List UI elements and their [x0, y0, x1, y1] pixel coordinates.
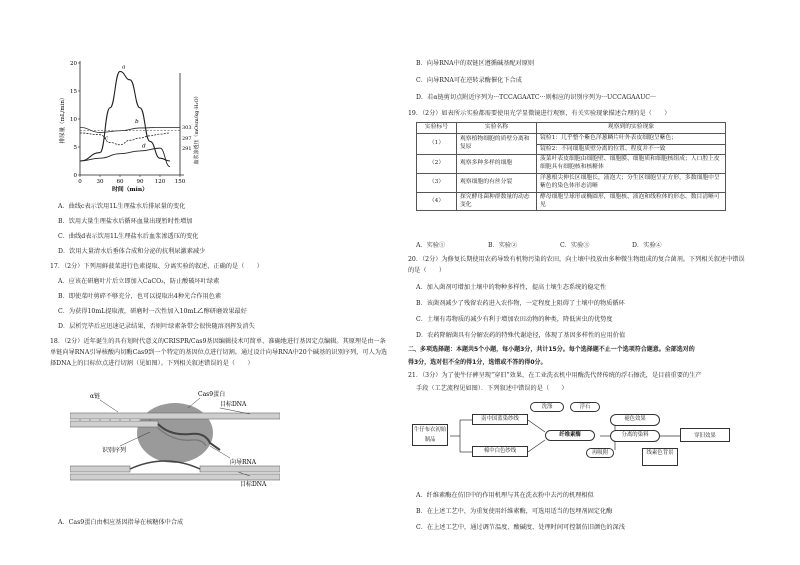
q17-option-a[interactable]: A．应该在研磨叶片后立即加入CaCO₃，防止酸破坏叶绿素: [58, 278, 220, 285]
flow-wash-box: 洗涤: [530, 402, 564, 412]
q21-option-a[interactable]: A．纤维素酶在仿旧中的作用机理与其在洗衣粉中去污的机理相似: [416, 492, 594, 499]
q19-option-d[interactable]: D．实验④: [632, 242, 662, 249]
q19-option-b[interactable]: B．实验②: [488, 242, 518, 249]
q20-stem: 20．（2分）为修复长期使用农药导致有机物污染的农田，向土壤中投放由多种微生物组成的复合菌剂。下列相关叙述中错误的是（ ）: [408, 256, 745, 274]
flow-pumice-box: 浮石: [570, 402, 600, 412]
y-axis-label-right: 血浆渗透压（mOsm/kg·H₂O）: [194, 93, 200, 165]
table-header-row: [417, 123, 726, 134]
q21-option-c[interactable]: C．在上述工艺中，通过调节温度、酸碱度、处理时间可控制仿旧颜色的深浅: [416, 524, 625, 531]
table-row: （3） 观察细胞的有丝分裂 洋葱根尖伸长区细胞长，液泡大；分生区细胞呈正方形，多数细胞中呈紫色的染色体形态清晰: [417, 174, 726, 193]
y-left-tick-label: 10: [70, 117, 77, 123]
q20-option-b[interactable]: B．该菌剂减少了残留农药进入农作物，一定程度上阻碍了土壤中的物质循环: [416, 300, 625, 307]
label-alpha-chain: α链: [90, 393, 101, 400]
q19-option-c[interactable]: C．实验③: [560, 242, 590, 249]
series-label-b: b: [135, 118, 139, 125]
col-header-name: 实验名称: [457, 123, 537, 134]
y-right-tick-label: 291: [182, 146, 192, 153]
q19-table: [416, 122, 726, 211]
q18-option-d[interactable]: D．若α链剪切点附近序列为···TCCAGAATC···则相应的识别序列为···UCCAGAAUC···: [416, 94, 656, 101]
series-label-d: d: [142, 143, 146, 150]
label-target-dna-bottom: 目标DNA: [240, 481, 267, 488]
target-dna-lower: [70, 474, 280, 480]
q21-stem-2: 手段（工艺流程见如图）．下列叙述中错误的是（ ）: [416, 385, 568, 392]
flow-start-box: 牛仔布衣初始制品: [412, 424, 448, 446]
q17-stem: 17．（2分）下列用鲜菠菜进行色素提取、分离实验的叙述，正确的是（ ）: [50, 263, 263, 270]
q21-stem-1: 21．（3分）为了使牛仔裤呈现“穿旧”效果，在工业洗衣机中用酶洗代替传统的浮石擦洗，是目前重要的生产: [408, 372, 702, 379]
section2-heading-line2: 得3分，选对但不全的得1分，选错或不答的得0分。: [408, 359, 547, 366]
q17-option-c[interactable]: C．为获得10mL提取液，研磨时一次性加入10mL乙醇研磨效果最好: [58, 308, 247, 315]
y-left-tick-label: 0: [73, 173, 77, 179]
series-line-b: [80, 127, 180, 132]
q16-option-d[interactable]: D．饮用大量清水后垂体合成和分泌的抗利尿激素减少: [58, 248, 206, 255]
y-left-tick-label: 20: [70, 61, 77, 67]
q16-option-c[interactable]: C．曲线d表示饮用1L生理盐水后血浆渗透压的变化: [58, 233, 199, 240]
x-tick-label: 120: [154, 179, 166, 185]
table-row: （2） 观察多种多样的细胞 菠菜叶表皮细胞由细胞壁、细胞膜、细胞质和细胞核组成；人口腔上皮细胞具有细胞核和核糖体: [417, 155, 726, 174]
label-target-dna-top: 目标DNA: [220, 401, 247, 408]
y-axis-label-left: 排尿量（mL/min）: [60, 94, 66, 144]
table-row: 镜检2：不同细胞质壁分离的位置、程度并不一致: [417, 144, 726, 155]
q20-option-c[interactable]: C．土壤有毒物质的减少有利于增加农田动物的种类，降低害虫的优势度: [416, 316, 613, 323]
series-label-c: c: [105, 135, 109, 142]
q18-option-c[interactable]: C．向导RNA可在逆转录酶催化下合成: [416, 77, 522, 84]
q20-option-a[interactable]: A．加入菌剂可增加土壤中的物种多样性，提高土壤生态系统的稳定性: [416, 284, 607, 291]
chart-axes: [78, 61, 184, 177]
x-tick-label: 60: [116, 179, 124, 185]
q21-option-b[interactable]: B．在上述工艺中，为重复使用纤维素酶，可选用适当的包埋剂固定化酶: [416, 508, 613, 515]
flow-effect-box: 穿旧效果: [680, 428, 730, 442]
x-axis-label: 时间（min）: [112, 187, 148, 193]
y-left-tick-label: 15: [70, 89, 77, 95]
section2-heading-line1: 二、多项选择题：本题共5个小题，每小题3分，共计15分。每个选择题不止一个选项符合题意。全部选对的: [408, 346, 695, 353]
flow-fade-box: 褪色效果: [610, 414, 660, 426]
y-left-tick-label: 5: [73, 145, 77, 151]
label-cas9: Cas9蛋白: [198, 391, 226, 398]
q16-option-b[interactable]: B．饮用大量生理盐水后循环血量出现暂时性增加: [58, 218, 193, 225]
target-dna-bottom-strand: [70, 421, 158, 427]
series-line-a: [80, 71, 170, 161]
x-tick-label: 150: [174, 179, 186, 185]
chart-series: [80, 71, 180, 166]
q17-option-b[interactable]: B．即使菜叶剪碎不够充分，也可以提取出4种光合作用色素: [58, 293, 222, 300]
q16-option-a[interactable]: A．曲线c表示饮用1L生理盐水后排尿量的变化: [58, 203, 186, 210]
col-header-no: 实验标号: [417, 123, 457, 134]
q18-stem: 18．（2分）近年诞生的具有划时代意义的CRISPR/Cas9基因编辑技术可简单、准确地进行基因定点编辑。其原理是由一条单链向导RNA引导核酸内切酶Cas9到一个特定的基因位点进行切割。通过设计向导RNA中20个碱基的识别序列，可人为选择DNA上的目标位点进行切割（见如图）。下列相关叙述错误的是（ ）: [50, 338, 388, 367]
flow-background-box: 线素色背景: [642, 448, 678, 466]
x-tick-label: 90: [136, 179, 144, 185]
q19-stem: 19．（2分）如表所示实验都需要使用光学显微镜进行观察，有关实验现象描述合理的是（ ）: [408, 110, 671, 117]
table-row: （4） 探究酵母菌种群数量的动态变化 酵母细胞呈球形或椭圆形，细胞核、液泡和线粒体的形态、数目清晰可见: [417, 192, 726, 211]
y-right-tick-label: 303: [182, 124, 192, 131]
q18-option-b[interactable]: B．向导RNA中的双链区遵循碱基配对原则: [416, 60, 535, 67]
q18-option-a[interactable]: A．Cas9蛋白由相应基因指导在核糖体中合成: [58, 519, 184, 526]
series-line-d: [80, 148, 170, 166]
label-recognition-seq: 识别序列: [102, 447, 127, 454]
flow-cellulase-box: 纤维素酶: [545, 430, 595, 441]
y-right-tick-label: 297: [182, 136, 192, 143]
flow-blue-yarn-box: 南中国蓝染纱线: [472, 414, 528, 425]
crispr-cas9-figure: [70, 388, 280, 488]
series-line-c: [80, 133, 170, 145]
col-header-obs: 观察到的实验现象: [537, 123, 726, 134]
q19-option-a[interactable]: A．实验①: [416, 242, 446, 249]
x-tick-label: 30: [96, 179, 104, 185]
q21-flow-diagram: [410, 400, 740, 470]
urine-osmolarity-chart: [58, 55, 203, 195]
q17-option-d[interactable]: D．层析完毕后应迅速记录结果，否则叶绿素条带会很快随溶剂挥发消失: [58, 323, 255, 330]
flow-readsorb-box: 再吸附: [586, 448, 614, 458]
series-label-a: a: [122, 64, 126, 71]
label-guide-rna: 向导RNA: [230, 459, 257, 466]
flow-separated-dye-box: 分离的染料: [610, 430, 660, 442]
x-tick-label: 0: [78, 179, 82, 185]
table-row: （1） 观察植物细胞的质壁分离和复原 镜检1：几乎整个紫色洋葱鳞片叶外表皮细胞呈紫色；: [417, 133, 726, 144]
flow-white-yarn-box: 棉中白色纱线: [472, 446, 528, 457]
q20-option-d[interactable]: D．农药降解菌具有分解农药的特殊代谢途径，体现了基因多样性的应用价值: [416, 332, 626, 339]
